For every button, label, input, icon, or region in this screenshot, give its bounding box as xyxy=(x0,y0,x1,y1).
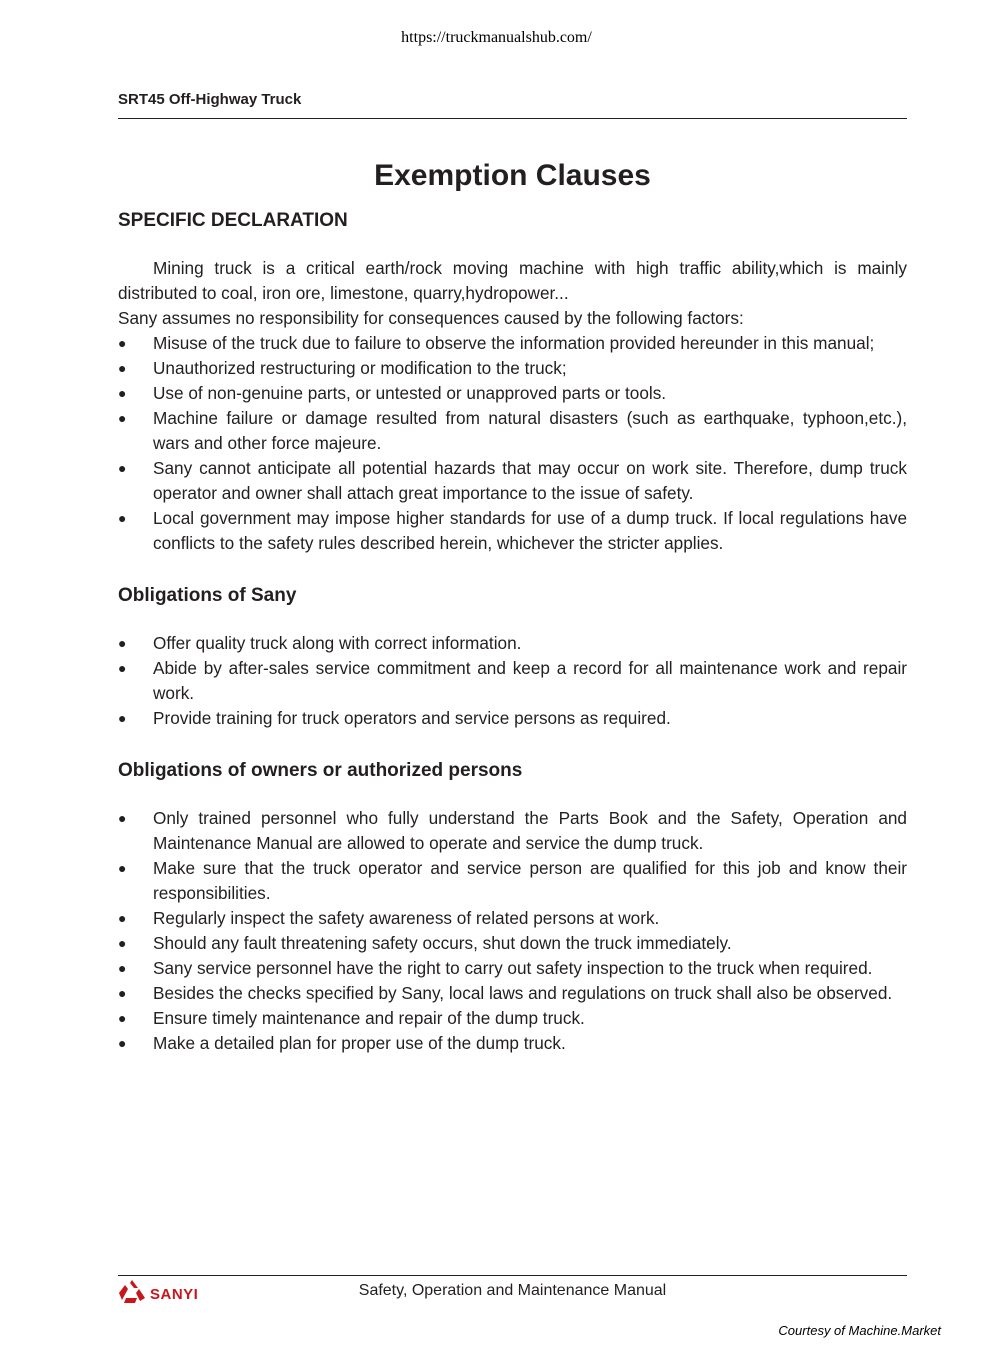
bullet-icon: ● xyxy=(118,985,127,1001)
bullet-icon: ● xyxy=(118,1010,127,1026)
list-item: ● Local government may impose higher standards for use of a dump truck. If local regulations have conflicts to the safety rules described herein, whichever the stricter applies. xyxy=(118,508,907,553)
bullet-icon: ● xyxy=(118,935,127,951)
list-item: ● Make sure that the truck operator and service person are qualified for this job and know their responsibilities. xyxy=(118,858,907,903)
section-heading-obligations-of-owners: Obligations of owners or authorized persons xyxy=(118,760,523,781)
section-heading-specific-declaration: SPECIFIC DECLARATION xyxy=(118,210,348,231)
bullet-icon: ● xyxy=(118,460,127,476)
footer-manual-title: Safety, Operation and Maintenance Manual xyxy=(358,1282,667,1299)
list-item: ● Misuse of the truck due to failure to observe the information provided hereunder in this manual; xyxy=(118,331,907,356)
list-item: ● Offer quality truck along with correct information. xyxy=(118,631,907,656)
list-item: ● Ensure timely maintenance and repair of the dump truck. xyxy=(118,1006,907,1031)
footer-divider xyxy=(118,1275,907,1276)
bullet-icon: ● xyxy=(118,810,127,826)
obligations-of-owners-list xyxy=(118,806,907,1056)
page-title: Exemption Clauses xyxy=(374,159,651,192)
bullet-icon: ● xyxy=(118,1035,127,1051)
bullet-icon: ● xyxy=(118,385,127,401)
section-heading-obligations-of-sany: Obligations of Sany xyxy=(118,585,297,606)
list-item: ● Regularly inspect the safety awareness of related persons at work. xyxy=(118,906,907,931)
bullet-icon: ● xyxy=(118,360,127,376)
bullet-icon: ● xyxy=(118,960,127,976)
list-item: ● Use of non-genuine parts, or untested or unapproved parts or tools. xyxy=(118,381,907,406)
list-item: ● Provide training for truck operators and service persons as required. xyxy=(118,706,907,731)
bullet-icon: ● xyxy=(118,660,127,676)
list-item: ● Machine failure or damage resulted from natural disasters (such as earthquake, typhoon,etc.), wars and other force majeure. xyxy=(118,408,907,453)
header-divider xyxy=(118,118,907,119)
source-url: https://truckmanualshub.com/ xyxy=(401,29,592,46)
bullet-icon: ● xyxy=(118,335,127,351)
list-item: ● Sany cannot anticipate all potential hazards that may occur on work site. Therefore, dump truck operator and owner shall attach great importance to the issue of safety. xyxy=(118,458,907,503)
specific-declaration-list xyxy=(118,331,907,556)
list-item: ● Should any fault threatening safety occurs, shut down the truck immediately. xyxy=(118,931,907,956)
lead-paragraph: Sany assumes no responsibility for consequences caused by the following factors: xyxy=(118,308,744,328)
list-item: ● Only trained personnel who fully understand the Parts Book and the Safety, Operation and Maintenance Manual are allowed to operate and service the dump truck. xyxy=(118,808,907,853)
list-item: ● Unauthorized restructuring or modification to the truck; xyxy=(118,356,907,381)
list-item: ● Besides the checks specified by Sany, local laws and regulations on truck shall also be observed. xyxy=(118,981,907,1006)
list-item: ● Make a detailed plan for proper use of the dump truck. xyxy=(118,1031,907,1056)
bullet-icon: ● xyxy=(118,860,127,876)
bullet-icon: ● xyxy=(118,635,127,651)
sany-logo-text: SANYI xyxy=(150,1286,199,1303)
intro-paragraph: Mining truck is a critical earth/rock moving machine with high traffic ability,which is mainly distributed to coal, iron ore, limestone, quarry,hydropower... xyxy=(118,258,907,303)
bullet-icon: ● xyxy=(118,410,127,426)
list-item: ● Abide by after-sales service commitment and keep a record for all maintenance work and repair work. xyxy=(118,658,907,703)
document-body xyxy=(118,206,907,1056)
bullet-icon: ● xyxy=(118,910,127,926)
courtesy-note: Courtesy of Machine.Market xyxy=(778,1323,941,1338)
manual-header-title: SRT45 Off-Highway Truck xyxy=(118,91,302,108)
bullet-icon: ● xyxy=(118,710,127,726)
bullet-icon: ● xyxy=(118,510,127,526)
list-item: ● Sany service personnel have the right to carry out safety inspection to the truck when required. xyxy=(118,956,907,981)
obligations-of-sany-list xyxy=(118,631,907,731)
